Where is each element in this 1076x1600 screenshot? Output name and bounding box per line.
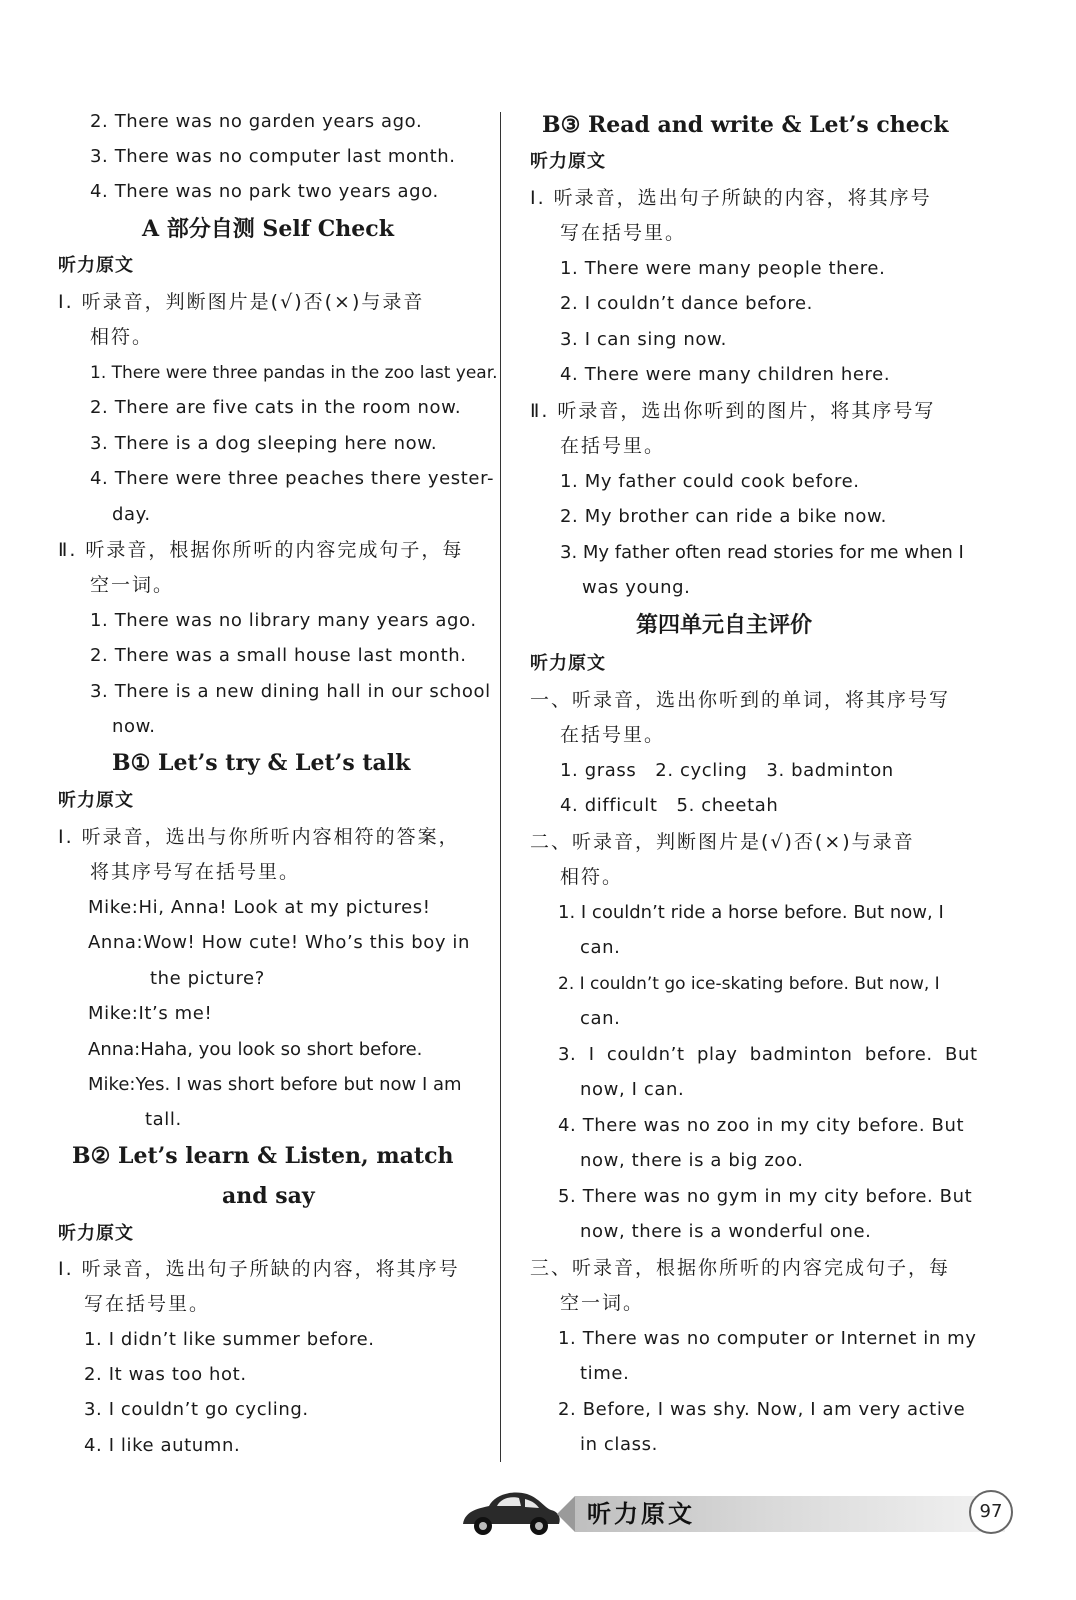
question-prompt: 写在括号里。	[84, 1293, 211, 1315]
question-prompt: 相符。	[560, 866, 624, 888]
listening-line: 1. There was no computer or Internet in my	[558, 1328, 977, 1349]
section-tag: 听力原文	[530, 151, 606, 172]
question-prompt: 空一词。	[560, 1292, 645, 1314]
question-prompt: Ⅰ. 听录音，选出与你所听内容相符的答案，	[58, 826, 460, 848]
dialogue-text: Yes. I was short before but now I am	[135, 1074, 462, 1095]
question-prompt: Ⅰ. 听录音，判断图片是(√)否(×)与录音	[58, 291, 425, 313]
listening-line: 1. I didn’t like summer before.	[84, 1329, 375, 1350]
listening-line: 3. There is a new dining hall in our school	[90, 681, 491, 702]
listening-line: can.	[580, 937, 621, 958]
listening-line: 3. There was no computer last month.	[90, 146, 456, 167]
listening-line: 1. I couldn’t ride a horse before. But now, I	[558, 902, 944, 923]
listening-line: 3. There is a dog sleeping here now.	[90, 433, 438, 454]
question-prompt: 一、听录音，选出你听到的单词，将其序号写	[530, 689, 951, 711]
question-prompt: Ⅱ. 听录音，选出你听到的图片，将其序号写	[530, 400, 936, 422]
speaker-label: Mike:	[88, 1003, 139, 1024]
listening-line: 4. There was no park two years ago.	[90, 181, 439, 202]
section-heading-b3: B③ Read and write & Let’s check	[542, 112, 949, 138]
dialogue-text: Hi, Anna! Look at my pictures!	[138, 897, 431, 918]
listening-line: 1. There were many people there.	[560, 258, 886, 279]
column-divider	[500, 112, 501, 1462]
section-tag: 听力原文	[58, 255, 134, 276]
listening-line: was young.	[582, 577, 691, 598]
listening-line: 2. There was a small house last month.	[90, 645, 467, 666]
listening-line: 2. There are five cats in the room now.	[90, 397, 462, 418]
page-number: 97	[969, 1490, 1013, 1534]
listening-line: day.	[112, 504, 151, 525]
listening-line: 4. There were many children here.	[560, 364, 891, 385]
word-list: 4. difficult 5. cheetah	[560, 795, 779, 816]
listening-line: 2. There was no garden years ago.	[90, 111, 423, 132]
listening-line: 4. I like autumn.	[84, 1435, 241, 1456]
listening-line: 1. My father could cook before.	[560, 471, 860, 492]
section-heading-b2-cont: and say	[222, 1183, 315, 1209]
listening-line: 4. There was no zoo in my city before. But	[558, 1115, 965, 1136]
section-heading-b1: B① Let’s try & Let’s talk	[112, 750, 411, 776]
question-prompt: 写在括号里。	[560, 222, 687, 244]
listening-line: 2. Before, I was shy. Now, I am very active	[558, 1399, 966, 1420]
section-heading-a-self-check: A 部分自测 Self Check	[142, 216, 394, 242]
dialogue-line	[88, 1038, 422, 1062]
question-prompt: 二、听录音，判断图片是(√)否(×)与录音	[530, 831, 915, 853]
question-prompt: 在括号里。	[560, 435, 666, 457]
question-prompt: Ⅱ. 听录音，根据你所听的内容完成句子，每	[58, 539, 464, 561]
speaker-label: Anna:	[88, 932, 144, 953]
dialogue-text: Wow! How cute! Who’s this boy in	[143, 932, 471, 953]
banner-label: 听力原文	[587, 1500, 695, 1528]
listening-line: 3. I can sing now.	[560, 329, 727, 350]
question-prompt: 在括号里。	[560, 724, 666, 746]
listening-line: in class.	[580, 1434, 658, 1455]
dialogue-line	[88, 896, 431, 920]
listening-line: 1. There were three pandas in the zoo last year.	[90, 363, 498, 383]
banner-arrow	[557, 1496, 575, 1532]
section-tag: 听力原文	[530, 653, 606, 674]
dialogue-text: Haha, you look so short before.	[140, 1039, 423, 1060]
word-list: 1. grass 2. cycling 3. badminton	[560, 760, 894, 781]
dialogue-line: tall.	[145, 1109, 182, 1130]
speaker-label: Anna:	[88, 1039, 141, 1060]
dialogue-line	[88, 931, 470, 955]
dialogue-line	[88, 1073, 462, 1097]
listening-line: now, there is a big zoo.	[580, 1150, 804, 1171]
listening-line: now, I can.	[580, 1079, 685, 1100]
listening-line: 3. I couldn’t go cycling.	[84, 1399, 309, 1420]
listening-line: 3. I couldn’t play badminton before. But	[558, 1044, 978, 1065]
listening-line: 2. I couldn’t dance before.	[560, 293, 813, 314]
listening-line: time.	[580, 1363, 630, 1384]
dialogue-text: It’s me!	[138, 1003, 213, 1024]
listening-line: 2. I couldn’t go ice-skating before. But now, I	[558, 974, 940, 994]
question-prompt: Ⅰ. 听录音，选出句子所缺的内容，将其序号	[58, 1258, 460, 1280]
speaker-label: Mike:	[88, 897, 139, 918]
listening-line: now.	[112, 716, 156, 737]
question-prompt: 三、听录音，根据你所听的内容完成句子，每	[530, 1257, 951, 1279]
section-tag: 听力原文	[58, 1223, 134, 1244]
section-heading-unit4: 第四单元自主评价	[636, 613, 813, 638]
listening-line: 1. There was no library many years ago.	[90, 610, 477, 631]
listening-line: now, there is a wonderful one.	[580, 1221, 872, 1242]
dialogue-line: the picture?	[150, 968, 265, 989]
question-prompt: 相符。	[90, 326, 154, 348]
question-prompt: 空一词。	[90, 574, 175, 596]
section-tag: 听力原文	[58, 790, 134, 811]
listening-line: can.	[580, 1008, 621, 1029]
question-prompt: 将其序号写在括号里。	[90, 861, 301, 883]
car-icon	[455, 1480, 565, 1540]
listening-line: 2. My brother can ride a bike now.	[560, 506, 887, 527]
listening-line: 2. It was too hot.	[84, 1364, 247, 1385]
listening-line: 3. My father often read stories for me when I	[560, 542, 964, 563]
footer-banner	[455, 1480, 1015, 1540]
speaker-label: Mike:	[88, 1074, 136, 1095]
listening-line: 4. There were three peaches there yester-	[90, 468, 495, 489]
listening-line: 5. There was no gym in my city before. But	[558, 1186, 973, 1207]
section-heading-b2: B② Let’s learn & Listen, match	[72, 1143, 454, 1169]
dialogue-line	[88, 1002, 212, 1026]
question-prompt: Ⅰ. 听录音，选出句子所缺的内容，将其序号	[530, 187, 932, 209]
